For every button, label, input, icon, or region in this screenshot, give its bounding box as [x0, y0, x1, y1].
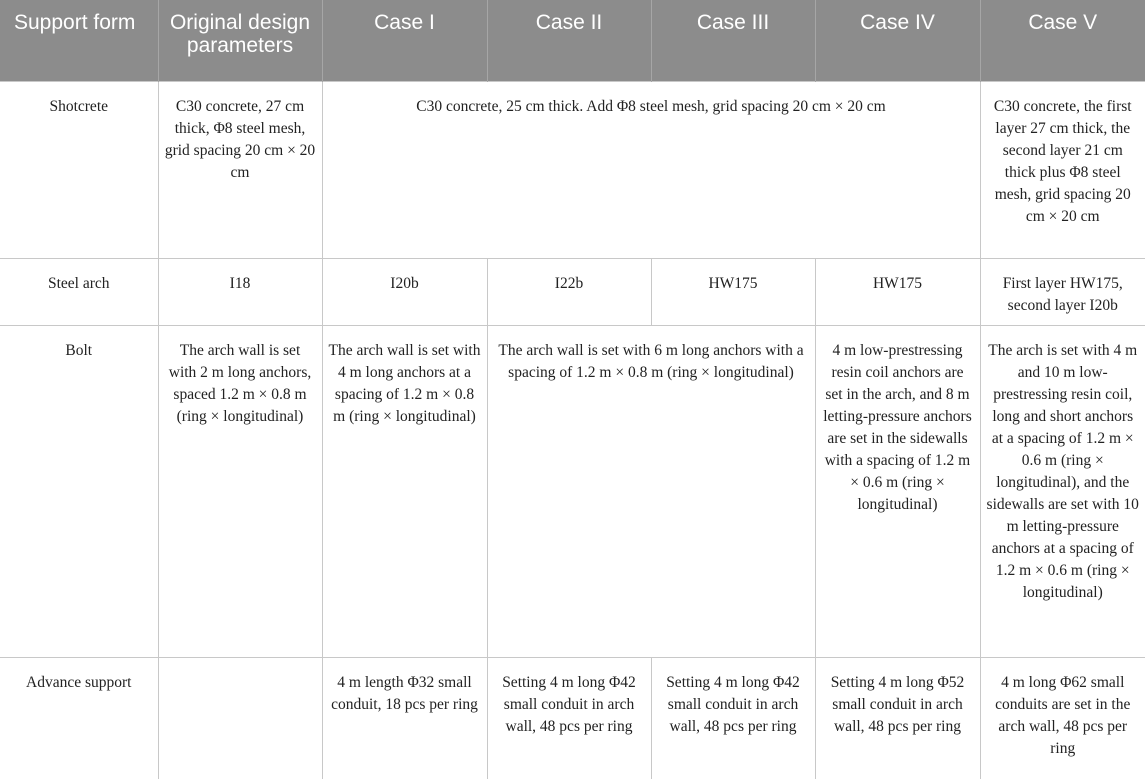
header-case-4: Case IV — [815, 0, 980, 81]
cell-steel-arch-case-2: I22b — [487, 258, 651, 325]
row-label-shotcrete: Shotcrete — [0, 81, 158, 258]
header-support-form: Support form — [0, 0, 158, 81]
row-label-bolt: Bolt — [0, 325, 158, 657]
header-case-3: Case III — [651, 0, 815, 81]
row-label-steel-arch: Steel arch — [0, 258, 158, 325]
cell-shotcrete-case-5: C30 concrete, the first layer 27 cm thick, the second layer 21 cm thick plus Φ8 steel mesh, grid spacing 20 cm × 20 cm — [980, 81, 1145, 258]
cell-bolt-original: The arch wall is set with 2 m long anchors, spaced 1.2 m × 0.8 m (ring × longitudinal) — [158, 325, 322, 657]
cell-steel-arch-case-5: First layer HW175, second layer I20b — [980, 258, 1145, 325]
cell-steel-arch-case-3: HW175 — [651, 258, 815, 325]
cell-advance-case-3: Setting 4 m long Φ42 small conduit in arch wall, 48 pcs per ring — [651, 657, 815, 779]
cell-bolt-case-1: The arch wall is set with 4 m long anchors at a spacing of 1.2 m × 0.8 m (ring × longitudinal) — [322, 325, 487, 657]
cell-shotcrete-cases-1-4: C30 concrete, 25 cm thick. Add Φ8 steel mesh, grid spacing 20 cm × 20 cm — [322, 81, 980, 258]
cell-steel-arch-original: I18 — [158, 258, 322, 325]
cell-advance-case-2: Setting 4 m long Φ42 small conduit in arch wall, 48 pcs per ring — [487, 657, 651, 779]
table-row — [0, 657, 1145, 779]
table-row — [0, 258, 1145, 325]
cell-bolt-cases-2-3: The arch wall is set with 6 m long anchors with a spacing of 1.2 m × 0.8 m (ring × longitudinal) — [487, 325, 815, 657]
header-row — [0, 0, 1145, 81]
cell-advance-case-1: 4 m length Φ32 small conduit, 18 pcs per ring — [322, 657, 487, 779]
header-case-5: Case V — [980, 0, 1145, 81]
cell-steel-arch-case-1: I20b — [322, 258, 487, 325]
cell-advance-original — [158, 657, 322, 779]
cell-bolt-case-5: The arch is set with 4 m and 10 m low-prestressing resin coil, long and short anchors at a spacing of 1.2 m × 0.6 m (ring × longitudinal), and the sidewalls are set with 10 m letting-pressure anchors at a spacing of 1.2 m × 0.6 m (ring × longitudinal) — [980, 325, 1145, 657]
row-label-advance-support: Advance support — [0, 657, 158, 779]
table-row — [0, 325, 1145, 657]
cell-advance-case-4: Setting 4 m long Φ52 small conduit in arch wall, 48 pcs per ring — [815, 657, 980, 779]
cell-shotcrete-original: C30 concrete, 27 cm thick, Φ8 steel mesh, grid spacing 20 cm × 20 cm — [158, 81, 322, 258]
header-case-1: Case I — [322, 0, 487, 81]
header-original-design: Original design parameters — [158, 0, 322, 81]
header-case-2: Case II — [487, 0, 651, 81]
cell-advance-case-5: 4 m long Φ62 small conduits are set in the arch wall, 48 pcs per ring — [980, 657, 1145, 779]
cell-bolt-case-4: 4 m low-prestressing resin coil anchors are set in the arch, and 8 m letting-pressure anchors are set in the sidewalls with a spacing of 1.2 m × 0.6 m (ring × longitudinal) — [815, 325, 980, 657]
cell-steel-arch-case-4: HW175 — [815, 258, 980, 325]
table-row — [0, 81, 1145, 258]
